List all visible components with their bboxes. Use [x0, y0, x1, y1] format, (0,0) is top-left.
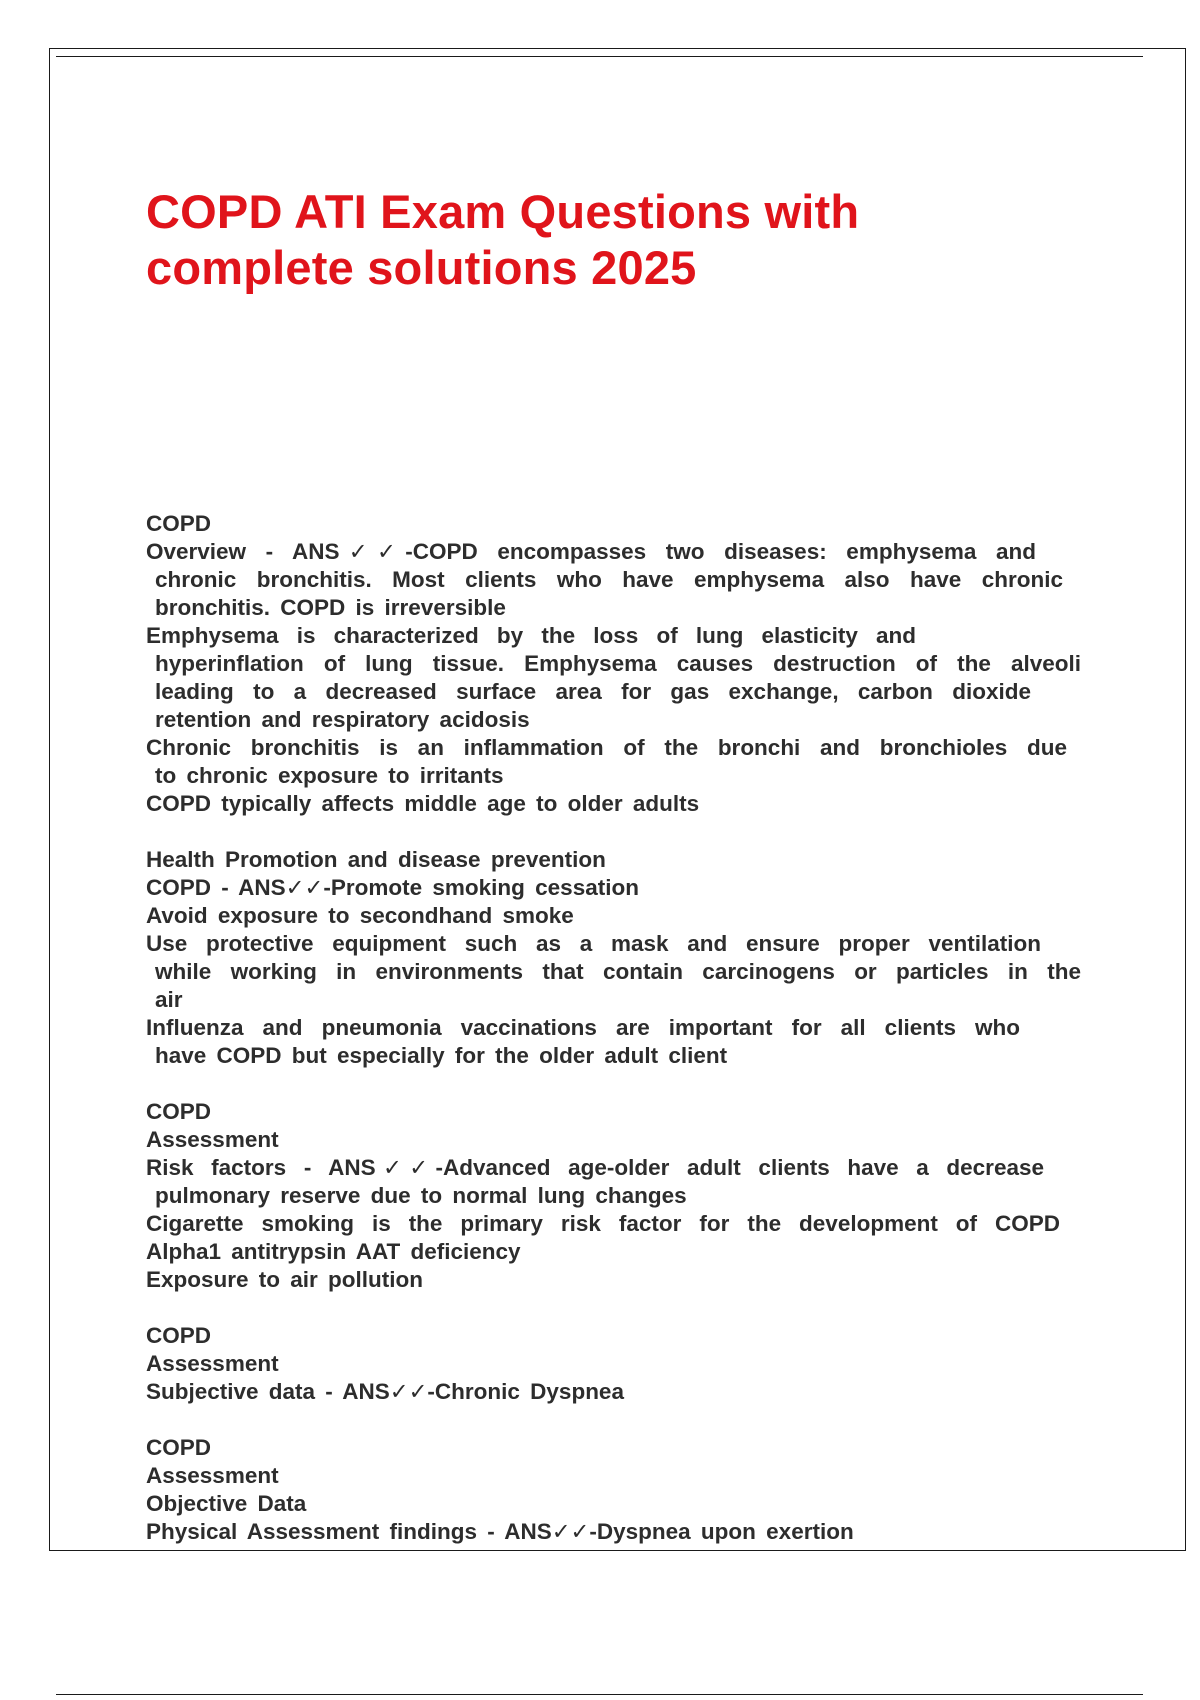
text-line: Alpha1 antitrypsin AAT deficiency [146, 1239, 521, 1264]
text-line: leading to a decreased surface area for gas exchange, carbon dioxide [155, 679, 1031, 704]
text-line: Assessment [146, 1463, 279, 1488]
text-line: Use protective equipment such as a mask and ensure proper ventilation [146, 931, 1041, 956]
text-line: Subjective data - ANS✓✓-Chronic Dyspnea [146, 1379, 624, 1404]
section-overview [146, 510, 1081, 818]
text-line: Objective Data [146, 1491, 307, 1516]
text-line: chronic bronchitis. Most clients who have emphysema also have chronic [155, 567, 1063, 592]
section-objective-data [146, 1434, 1081, 1546]
text-line: Chronic bronchitis is an inflammation of the bronchi and bronchioles due [146, 735, 1067, 760]
bottom-rule [56, 1694, 1143, 1695]
text-line: COPD [146, 1099, 212, 1124]
text-line: Influenza and pneumonia vaccinations are important for all clients who [146, 1015, 1020, 1040]
text-line: COPD [146, 1435, 212, 1460]
text-line: while working in environments that contain carcinogens or particles in the [155, 959, 1081, 984]
text-line: COPD typically affects middle age to older adults [146, 791, 700, 816]
section-subjective-data [146, 1322, 1081, 1406]
section-health-promotion [146, 846, 1081, 1070]
text-line: COPD - ANS✓✓-Promote smoking cessation [146, 875, 639, 900]
text-line: COPD [146, 511, 212, 536]
text-line: have COPD but especially for the older adult client [155, 1043, 728, 1068]
text-line: Assessment [146, 1127, 279, 1152]
title-line: complete solutions 2025 [146, 241, 697, 294]
text-line: retention and respiratory acidosis [155, 707, 530, 732]
text-line: pulmonary reserve due to normal lung changes [155, 1183, 687, 1208]
text-line: air [155, 987, 183, 1012]
text-line: bronchitis. COPD is irreversible [155, 595, 506, 620]
title-line: COPD ATI Exam Questions with [146, 185, 860, 238]
text-line: Cigarette smoking is the primary risk factor for the development of COPD [146, 1211, 1060, 1236]
text-line: Assessment [146, 1351, 279, 1376]
document-title [146, 184, 1046, 296]
text-line: Physical Assessment findings - ANS✓✓-Dyspnea upon exertion [146, 1519, 854, 1544]
text-line: to chronic exposure to irritants [155, 763, 504, 788]
text-line: hyperinflation of lung tissue. Emphysema causes destruction of the alveoli [155, 651, 1081, 676]
text-line: COPD [146, 1323, 212, 1348]
text-line: Health Promotion and disease prevention [146, 847, 606, 872]
text-line: Avoid exposure to secondhand smoke [146, 903, 574, 928]
text-line: Risk factors - ANS✓✓-Advanced age-older adult clients have a decrease [146, 1155, 1044, 1180]
text-line: Emphysema is characterized by the loss of lung elasticity and [146, 623, 916, 648]
text-line: Exposure to air pollution [146, 1267, 424, 1292]
text-line: Overview - ANS✓✓-COPD encompasses two diseases: emphysema and [146, 539, 1036, 564]
section-risk-factors [146, 1098, 1081, 1294]
document-body [146, 510, 1081, 1555]
